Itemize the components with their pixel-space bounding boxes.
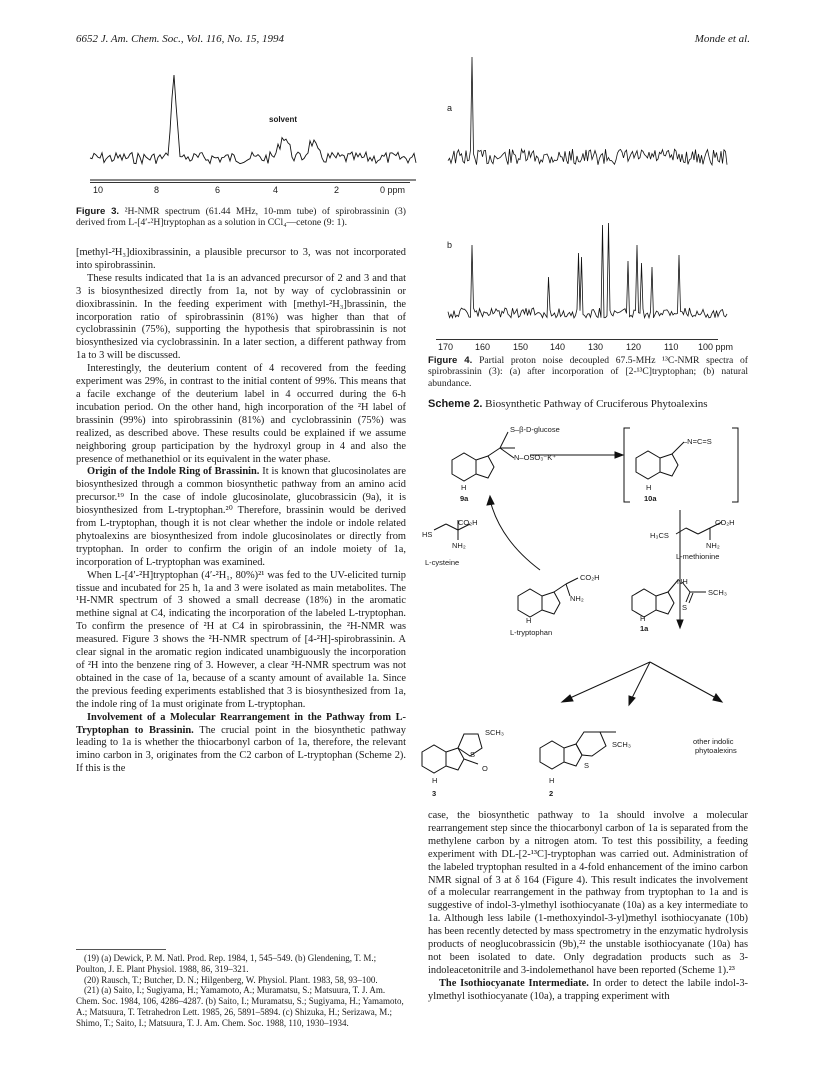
figure4-spectrum-b bbox=[428, 215, 728, 335]
f3-tick-2: 2 bbox=[334, 185, 340, 195]
label-1a-h: H bbox=[640, 614, 646, 623]
left-p3: Interestingly, the deuterium content of 4 recovered from the feeding experiment was 29%, in contrast to the initial content of 99%. This means that a facile exchange of the deuterium label in 4 occurred during the 6-h incubation period. On the other hand, high incorporation of the ²H label of brassinin (99%) into spirobrassinin (81%) and cyclobrassinin (75%) was realized, as described above. These results could be explained if we assume neighboring group participation by the hydroxyl group in 4 and also the presence of methanethiol or its equivalent in the water phase. bbox=[76, 363, 406, 465]
f4-tick-110: 110 bbox=[664, 342, 679, 352]
label-other-indolic: other indolic bbox=[693, 737, 734, 746]
label-trp-co2h: CO₂H bbox=[580, 573, 600, 582]
label-3-o: O bbox=[482, 764, 488, 773]
footnote-21: (21) (a) Saito, I.; Sugiyama, H.; Yamamoto, A.; Muramatsu, S.; Matsuura, T. J. Am. Chem. Soc. 1984, 106, 4286–4287. (b) Saito, I.; Muramatsu, S.; Sugiyama, H.; Yamamoto, A.; Matsuura, T. Tetrahedron Lett. 1985, 26, 5891–5894. (c) Shizuka, H.; Serizawa, M.; Shimo, T.; Saito, I.; Matsuura, T. J. Am. Chem. Soc. 1988, 110, 1930–1934. bbox=[76, 985, 404, 1028]
left-p6-text: The crucial point in the biosynthetic pathway leading to 1a is whether the thiocarbonyl carbon of 1a, therefore, the relevant imino carbon in 3, originates from the C2 carbon of L-tryptophan (Scheme 2). If this is the bbox=[76, 724, 406, 775]
figure4-axis bbox=[428, 337, 748, 357]
right-p2-text: In order to detect the labile indol-3-ylmethyl isothiocyanate (10a), a trapping experiment with bbox=[428, 977, 748, 1002]
label-cys-nh2: NH₂ bbox=[452, 541, 466, 550]
arrowhead-1a-2 bbox=[629, 696, 635, 705]
f3-tick-4: 4 bbox=[273, 185, 279, 195]
scheme2-title-text: Biosynthetic Pathway of Cruciferous Phytoalexins bbox=[485, 398, 708, 410]
label-glucose: S–β-D-glucose bbox=[510, 425, 560, 434]
structure-tryptophan bbox=[518, 578, 578, 617]
left-p2: These results indicated that 1a is an advanced precursor of 2 and 3 and that 3 is biosynthesized directly from 1a, not by way of cyclobrassinin or dioxibrassinin. In the feeding experiment with [methyl-²H₃]brassinin, the incorporation ratio of spirobrassinin (81%) was higher than that of cyclobrassinin (75%), supporting the hypothesis that spirobrassinin is not biosynthesized via cyclobrassinin. In a later section, a different pathway from 1a to 3 will be discussed. bbox=[76, 272, 406, 362]
arrow-1a-other bbox=[650, 662, 716, 698]
f4-tick-100: 100 ppm bbox=[698, 342, 734, 352]
f4-tick-120: 120 bbox=[626, 342, 642, 352]
figure3-caption-label: Figure 3. bbox=[76, 206, 120, 217]
label-h3cs: H₃CS bbox=[650, 531, 669, 540]
footnote-19: (19) (a) Dewick, P. M. Natl. Prod. Rep. 1984, 1, 545–549. (b) Glendening, T. M.; Poulton, J. E. Plant Physiol. 1988, 86, 319–321. bbox=[76, 953, 377, 974]
right-column bbox=[428, 810, 748, 1004]
label-1a: 1a bbox=[640, 624, 649, 633]
figure4-label-b: b bbox=[447, 240, 453, 250]
label-9a-h: H bbox=[461, 483, 467, 492]
left-p4-heading: Origin of the Indole Ring of Brassinin. bbox=[87, 466, 260, 478]
f4-tick-170: 170 bbox=[438, 342, 454, 352]
right-p1: case, the biosynthetic pathway to 1a should involve a molecular rearrangement step since the thiocarbonyl carbon of 1a is separated from the methylene carbon by a nitrogen atom. To test this possibility, a feeding experiment with DL-[2-¹³C]-tryptophan was carried out. Administration of the labeled tryptophan resulted in a 4-fold enhancement of the imino carbon NMR signal of 3 at δ 164 (Figure 4). This result indicates the involvement of a molecular rearrangement in the pathway from tryptophan to 1a and is suggestive of indol-3-ylmethyl isothiocyanate (10a) as a key intermediate to 1a. Although less labile (1-methoxyindol-3-yl)methyl isothiocyanate (10b) has been recently detected by mass spectrometry in the enzymatic hydrolysis products of neoglucobrassicin (9b),²² the unstable isothiocyanate (10a) has not been isolated to date. Only degradation products such as 3-indoleacetonitrile and 3-indolemethanol have been reported (Scheme 1).²³ bbox=[428, 810, 748, 976]
figure3-caption-text: ²H-NMR spectrum (61.44 MHz, 10-mm tube) of spirobrassinin (3) derived from L-[4′-²H]tryptophan as a solution in CCl₄—cetone (9: 1). bbox=[76, 206, 406, 229]
f3-tick-0: 0 ppm bbox=[380, 185, 406, 195]
label-oso3k: N–OSO₃⁻K⁺ bbox=[514, 453, 557, 462]
label-3-sch3: SCH₃ bbox=[485, 728, 504, 737]
label-3-h: H bbox=[432, 776, 438, 785]
label-1a-s: S bbox=[682, 603, 688, 612]
structure-10a bbox=[624, 428, 738, 502]
footnotes bbox=[76, 953, 406, 1029]
left-column bbox=[76, 247, 406, 776]
figure3-spectrum bbox=[86, 70, 416, 180]
left-p6-heading: Involvement of a Molecular Rearrangement in the Pathway from L-Tryptophan to Brassinin. bbox=[76, 711, 406, 736]
left-p6 bbox=[76, 712, 406, 777]
figure3-solvent-label: solvent bbox=[269, 115, 298, 124]
label-ncs: –N=C=S bbox=[683, 437, 712, 446]
arrowhead-trp-9a bbox=[487, 496, 494, 505]
arrow-1a-3 bbox=[570, 662, 650, 698]
label-10a: 10a bbox=[644, 494, 657, 503]
f3-tick-10: 10 bbox=[93, 185, 104, 195]
left-p4 bbox=[76, 466, 406, 569]
label-tryptophan: L-tryptophan bbox=[510, 628, 553, 637]
structure-9a bbox=[452, 432, 515, 481]
figure3-axis bbox=[90, 180, 416, 200]
label-trp-h: H bbox=[526, 616, 532, 625]
f3-tick-8: 8 bbox=[154, 185, 160, 195]
left-p1: [methyl-²H₃]dioxibrassinin, a plausible precursor to 3, was not incorporated into spirobrassinin. bbox=[76, 247, 406, 271]
label-1a-sch3: SCH₃ bbox=[708, 588, 727, 597]
label-2-sch3: SCH₃ bbox=[612, 740, 631, 749]
label-cysteine: L-cysteine bbox=[425, 558, 460, 567]
label-trp-nh2: NH₂ bbox=[570, 594, 584, 603]
f4-tick-150: 150 bbox=[513, 342, 529, 352]
scheme2-title bbox=[428, 398, 748, 411]
f4-tick-160: 160 bbox=[475, 342, 491, 352]
label-3-s: S bbox=[470, 750, 476, 759]
label-9a: 9a bbox=[460, 494, 469, 503]
structure-1a bbox=[632, 580, 706, 617]
structure-2 bbox=[540, 732, 616, 769]
figure4-caption-label: Figure 4. bbox=[428, 355, 473, 366]
left-p4-text: It is known that glucosinolates are biosynthesized through a common biosynthetic pathway from an amino acid precursor.¹⁹ In the case of indole glucosinolate, glucobrassicin (9a), it is biosynthesized from L-tryptophan.²⁰ Therefore, brassinin would be derived from L-tryptophan, though it is not clear whether the indole or indole related phytoalexins are biosynthesized from indole glucosinolates or directly from tryptophan. In order to confirm the origin of an indole moiety of 1a, incorporation of L-tryptophan was examined. bbox=[76, 466, 406, 568]
figure4-caption bbox=[428, 355, 748, 389]
f4-tick-130: 130 bbox=[588, 342, 604, 352]
arrow-1a-2 bbox=[632, 662, 650, 698]
figure4-caption-text: Partial proton noise decoupled 67.5-MHz ¹³C-NMR spectra of spirobrassinin (3): (a) after incorporation of [2-¹³C]tryptophan; (b) natural abundance. bbox=[428, 355, 749, 389]
label-phytoalexins: phytoalexins bbox=[695, 746, 737, 755]
label-met-nh2: NH₂ bbox=[706, 541, 720, 550]
footnote-20: (20) Rausch, T.; Butcher, D. N.; Hilgenberg, W. Physiol. Plant. 1983, 58, 93–100. bbox=[84, 974, 378, 985]
arrowhead-9a-10a bbox=[615, 452, 623, 458]
label-met-co2h: CO₂H bbox=[715, 518, 735, 527]
figure4-label-a: a bbox=[447, 103, 453, 113]
figure3-caption bbox=[76, 206, 406, 229]
running-header: 6652 J. Am. Chem. Soc., Vol. 116, No. 15, 1994 bbox=[76, 33, 284, 45]
label-2-s: S bbox=[584, 761, 590, 770]
right-p2 bbox=[428, 978, 748, 1004]
label-1a-nh: NH bbox=[677, 577, 688, 586]
label-10a-h: H bbox=[646, 483, 652, 492]
figure4-spectrum-a bbox=[428, 55, 728, 175]
arrowhead-1a-3 bbox=[562, 695, 573, 702]
label-3: 3 bbox=[432, 789, 437, 798]
scheme2-title-label: Scheme 2. bbox=[428, 398, 483, 410]
left-p5: When L-[4′-²H]tryptophan (4′-²H₁, 80%)²¹ was fed to the UV-elicited turnip tissue and incubated for 25 h, 1a and 3 were isolated as main metabolites. The ¹H-NMR spectrum of 3 showed a small decrease (18%) in the aromatic methine signal at C4, indicating the incorporation of the labeled L-tryptophan. To confirm the presence of ²H at C4 in spirobrassinin, the ²H-NMR was measured. Figure 3 shows the ²H-NMR spectrum of [4-²H]-spirobrassinin. A clear signal in the aromatic region indicated unambiguously the incorporation of ²H into the benzene ring of 3. However, a clear ²H-NMR spectrum was not obtained in the case of 1a, because of a scanty amount of available 1a. Since the previous feeding experiments established that 3 is biosynthesized from 1a, the indole ring of 1a must originate from L-tryptophan. bbox=[76, 569, 406, 710]
label-2-h: H bbox=[549, 776, 555, 785]
arrow-trp-9a bbox=[490, 500, 540, 570]
arrowhead-1a-other bbox=[713, 694, 722, 702]
running-authors: Monde et al. bbox=[694, 33, 750, 45]
right-p2-heading: The Isothiocyanate Intermediate. bbox=[439, 977, 589, 989]
label-hs: HS bbox=[422, 530, 433, 539]
footnote-rule bbox=[76, 949, 166, 950]
label-methionine: L-methionine bbox=[676, 552, 720, 561]
label-cys-co2h: CO₂H bbox=[458, 518, 478, 527]
label-2: 2 bbox=[549, 789, 554, 798]
f3-tick-6: 6 bbox=[215, 185, 221, 195]
arrowhead-10a-1a bbox=[677, 620, 683, 628]
f4-tick-140: 140 bbox=[550, 342, 566, 352]
